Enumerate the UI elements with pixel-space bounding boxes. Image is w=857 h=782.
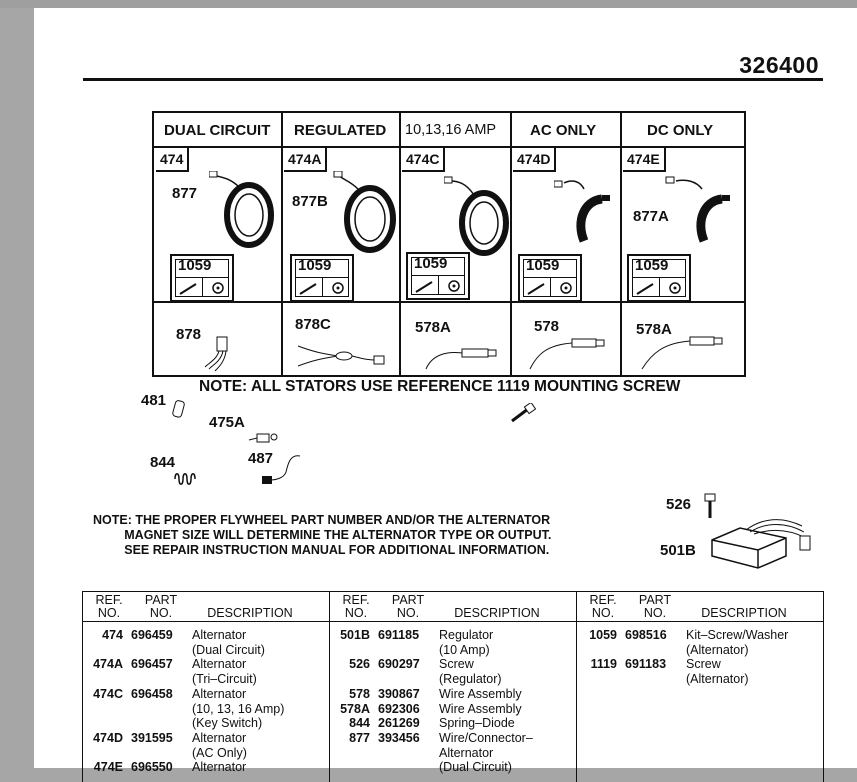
part-number: 390867 <box>378 686 420 701</box>
part-number: 691185 <box>378 628 420 642</box>
callout-481: 481 <box>141 392 167 409</box>
header-ref: REF. NO. <box>95 593 123 620</box>
parts-column <box>83 592 329 782</box>
header-ref: REF. NO. <box>589 593 617 620</box>
header-rule <box>83 78 823 81</box>
callout-526: 526 <box>666 496 692 513</box>
description-line: (Tri–Circuit) <box>192 672 257 687</box>
stator-ring-icon <box>332 171 398 253</box>
part-description <box>439 716 575 731</box>
description-line: (Regulator) <box>439 672 502 687</box>
alternator-grid <box>152 111 746 377</box>
stator-screw-note: NOTE: ALL STATORS USE REFERENCE 1119 MOUNTING SCREW <box>199 378 681 395</box>
part-number: 692306 <box>378 701 420 716</box>
ref-number: 474 <box>102 628 123 642</box>
ref-box-474e: 474E <box>623 148 666 172</box>
grid-divider <box>281 113 283 375</box>
ref-number: 474E <box>93 760 123 775</box>
kit-box-1059 <box>518 254 582 302</box>
description-line: (Dual Circuit) <box>439 760 512 775</box>
part-number: 391595 <box>131 730 173 745</box>
kit-number: 1059 <box>298 257 332 274</box>
parts-column <box>576 592 823 782</box>
screw-washer-icon <box>629 256 689 300</box>
part-description <box>439 657 575 686</box>
ref-number: 474A <box>93 657 123 672</box>
part-label-878c: 878C <box>295 316 331 333</box>
description-line: Screw <box>686 657 721 672</box>
part-label-878: 878 <box>176 326 202 343</box>
ref-box-474d: 474D <box>513 148 556 172</box>
header-desc: DESCRIPTION <box>454 606 540 620</box>
callout-475a: 475A <box>209 414 245 431</box>
grid-divider <box>399 113 401 375</box>
spring-icon <box>172 470 198 488</box>
wire-assembly-icon <box>422 343 502 373</box>
lead-wire-icon <box>256 450 306 490</box>
description-line: Spring–Diode <box>439 716 515 731</box>
document-page <box>34 8 857 775</box>
header-desc: DESCRIPTION <box>701 606 787 620</box>
part-description <box>192 731 328 760</box>
part-description <box>192 657 328 686</box>
stator-ring-icon <box>209 171 275 249</box>
table-header <box>83 593 329 622</box>
description-line: Alternator <box>192 686 247 701</box>
description-line: (10, 13, 16 Amp) <box>192 701 285 716</box>
description-line: Kit–Screw/Washer <box>686 628 789 642</box>
flywheel-note <box>93 513 551 558</box>
part-label-578: 578 <box>534 318 560 335</box>
stator-half-icon <box>554 169 618 255</box>
callout-487: 487 <box>248 450 274 467</box>
ref-number: 474C <box>93 686 123 701</box>
document-number: 326400 <box>739 52 819 78</box>
kit-box-1059 <box>290 254 354 302</box>
parts-column <box>329 592 576 782</box>
description-line: Alternator <box>192 628 247 642</box>
part-description <box>192 687 328 731</box>
ref-number: 578A <box>340 701 370 716</box>
kit-number: 1059 <box>178 257 212 274</box>
ref-number: 474D <box>93 730 123 745</box>
flywheel-note-line: SEE REPAIR INSTRUCTION MANUAL FOR ADDITIONAL INFORMATION. <box>93 543 550 557</box>
part-number: 696457 <box>131 657 173 672</box>
kit-number: 1059 <box>526 257 560 274</box>
description-line: Wire Assembly <box>439 701 522 716</box>
ref-box-474c: 474C <box>402 148 445 172</box>
column-header-dc-only: DC ONLY <box>647 122 714 139</box>
wire-connector-icon <box>294 338 394 374</box>
grid-divider <box>620 113 622 375</box>
part-number: 261269 <box>378 716 420 731</box>
description-line: Alternator <box>192 730 247 745</box>
bushing-icon <box>171 398 187 420</box>
wire-assembly-icon <box>526 333 612 373</box>
screw-washer-icon <box>172 256 232 300</box>
description-line: Alternator <box>192 760 247 775</box>
column-header-amp: 10,13,16 AMP <box>405 122 497 138</box>
part-description <box>439 702 575 717</box>
part-label-578a: 578A <box>415 319 451 336</box>
ref-number: 578 <box>349 686 370 701</box>
description-line: Screw <box>439 657 474 672</box>
kit-box-1059 <box>170 254 234 302</box>
description-line: Wire/Connector– <box>439 730 533 745</box>
description-line: (AC Only) <box>192 745 247 760</box>
diode-icon <box>247 430 281 446</box>
description-line: Alternator <box>439 745 494 760</box>
part-number: 690297 <box>378 657 420 672</box>
table-header <box>330 593 576 622</box>
callout-501b: 501B <box>660 542 696 559</box>
ref-box-474: 474 <box>156 148 189 172</box>
part-description <box>439 628 575 657</box>
kit-number: 1059 <box>635 257 669 274</box>
part-number: 696458 <box>131 686 173 701</box>
part-number: 691183 <box>625 657 667 672</box>
parts-table <box>82 591 824 782</box>
description-line: (Alternator) <box>686 672 749 687</box>
description-line: Regulator <box>439 628 494 642</box>
column-header-ac-only: AC ONLY <box>530 122 597 139</box>
part-label-877a: 877A <box>633 208 669 225</box>
header-part: PART NO. <box>638 593 672 620</box>
description-line: (10 Amp) <box>439 642 490 657</box>
regulator-icon <box>706 510 818 570</box>
ref-number: 1119 <box>590 657 617 672</box>
flywheel-note-line: MAGNET SIZE WILL DETERMINE THE ALTERNATOR TYPE OR OUTPUT. <box>93 528 552 542</box>
grid-divider <box>510 113 512 375</box>
callout-844: 844 <box>150 454 176 471</box>
description-line: (Dual Circuit) <box>192 642 265 657</box>
stator-half-icon <box>664 169 736 255</box>
kit-box-1059 <box>406 252 470 300</box>
screw-washer-icon <box>520 256 580 300</box>
screw-washer-icon <box>292 256 352 300</box>
description-line: Alternator <box>192 657 247 672</box>
ref-number: 844 <box>349 716 370 731</box>
part-description <box>192 628 328 657</box>
stator-ring-icon <box>444 171 510 257</box>
part-number: 696459 <box>131 628 173 642</box>
part-description <box>686 657 822 686</box>
part-number: 698516 <box>625 628 667 642</box>
flywheel-note-line: NOTE: THE PROPER FLYWHEEL PART NUMBER AND/OR THE ALTERNATOR <box>93 513 551 527</box>
mounting-screw-icon <box>508 403 536 425</box>
ref-number: 877 <box>349 730 370 745</box>
kit-box-1059 <box>627 254 691 302</box>
part-label-578a: 578A <box>636 321 672 338</box>
description-line: (Alternator) <box>686 642 749 657</box>
part-description <box>439 687 575 702</box>
wire-assembly-icon <box>638 333 734 373</box>
header-desc: DESCRIPTION <box>207 606 293 620</box>
header-part: PART NO. <box>391 593 425 620</box>
description-line: (Key Switch) <box>192 716 263 731</box>
ref-number: 526 <box>349 657 370 672</box>
table-header <box>577 593 823 622</box>
viewer-top-bar <box>0 0 857 8</box>
column-header-regulated: REGULATED <box>294 122 387 139</box>
part-number: 696550 <box>131 760 173 775</box>
column-header-dual-circuit: DUAL CIRCUIT <box>164 122 271 139</box>
description-line: Wire Assembly <box>439 686 522 701</box>
part-label-877b: 877B <box>292 193 328 210</box>
part-label-877: 877 <box>172 185 198 202</box>
kit-number: 1059 <box>414 255 448 272</box>
part-description <box>439 731 575 775</box>
ref-number: 1059 <box>589 628 617 642</box>
ref-number: 501B <box>340 628 370 642</box>
part-number: 393456 <box>378 730 420 745</box>
connector-lead-icon <box>199 333 239 373</box>
ref-box-474a: 474A <box>284 148 327 172</box>
header-ref: REF. NO. <box>342 593 370 620</box>
part-description <box>686 628 822 657</box>
screw-washer-icon <box>408 254 468 298</box>
header-part: PART NO. <box>144 593 178 620</box>
